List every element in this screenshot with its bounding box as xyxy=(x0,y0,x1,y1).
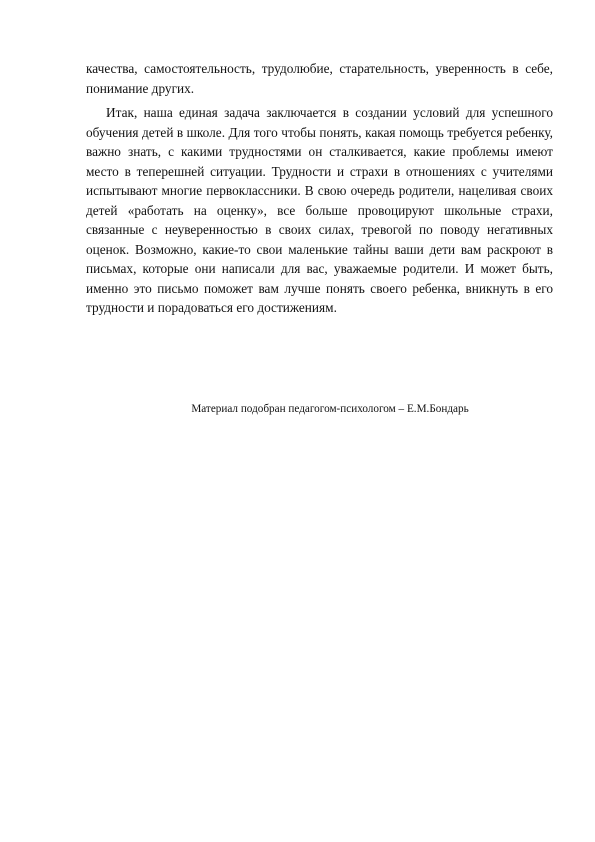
paragraph-continuation: качества, самостоятельность, трудолюбие, старательность, уверенность в себе, понимание других. xyxy=(86,61,553,96)
paragraph-main: Итак, наша единая задача заключается в создании условий для успешного обучения детей в школе. Для того чтобы понять, какая помощь требуется ребенку, важно знать, с какими трудностями он сталкивается, какие проблемы имеют место в теперешней ситуации. Трудности и страхи в отношениях с учителями испытывают многие первоклассники. В свою очередь родители, нацеливая своих детей «работать на оценку», все больше провоцируют школьные страхи, связанные с неуверенностью в своих силах, тревогой по поводу негативных оценок. Возможно, какие-то свои маленькие тайны ваши дети вам раскроют в письмах, которые они написали для вас, уважаемые родители. И может быть, именно это письмо поможет вам лучше понять своего ребенка, вникнуть в его трудности и порадоваться его достижениям. xyxy=(86,105,553,315)
author-signature-line: Материал подобран педагогом-психологом – Е.М.Бондарь xyxy=(191,403,469,415)
